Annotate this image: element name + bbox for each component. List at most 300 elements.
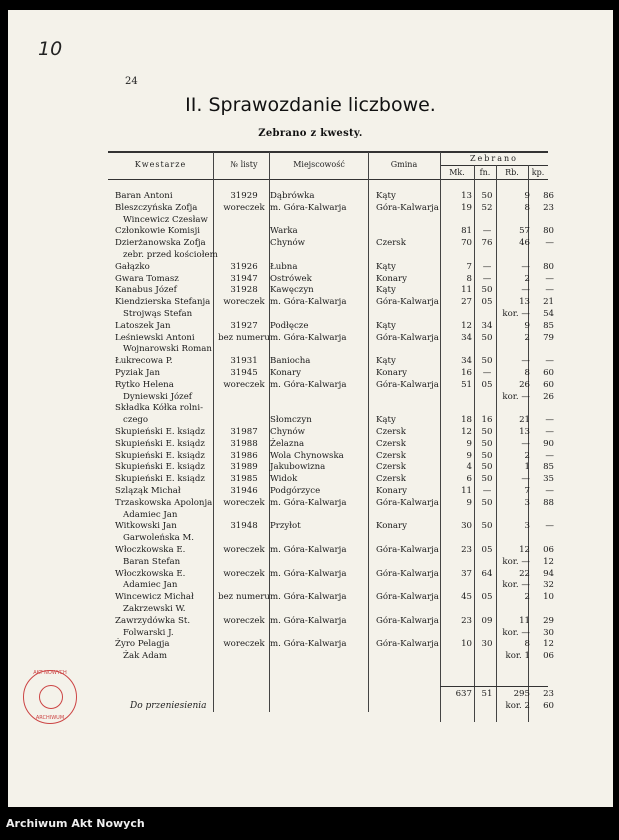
cell-kp: 94 [543,568,554,579]
cell-nr-listy: 31989 [230,462,258,473]
cell-rb: 7 [524,486,530,496]
cell-fn: — [482,261,492,272]
cell-miejscowosc: Chynów [270,427,306,437]
cell-nr-listy: 31987 [230,427,258,437]
table-row [8,368,613,379]
table-row [8,344,613,355]
section-subtitle: Zebrano z kwesty. [258,128,363,139]
cell-kwestarz: Wincewicz Czesław [123,214,208,225]
cell-kp: — [545,273,554,284]
cell-fn: 05 [481,545,493,555]
cell-kp: 10 [543,592,554,603]
cell-rb: 8 [524,202,530,213]
cell-kp: 60 [543,379,554,390]
cell-kwestarz: Żak Adam [123,651,168,662]
table-row [8,262,613,273]
cell-fn: 50 [481,427,493,437]
cell-rb: kor. — [502,580,530,591]
cell-rb: 57 [519,226,530,237]
stamp-emblem [39,685,63,709]
cell-gmina: Góra-Kalwarja [376,297,439,308]
cell-kp: — [545,450,554,461]
cell-fn: 50 [481,356,493,367]
cell-nr-listy: 31985 [230,474,258,485]
cell-fn: — [482,368,492,378]
cell-kp: — [545,521,554,532]
cell-fn: 05 [481,297,493,308]
cell-rb: 13 [519,297,530,308]
table-row [8,639,613,650]
cell-mk: 12 [461,320,472,331]
cell-fn: 50 [481,521,493,532]
cell-kwestarz: Szląząk Michał [115,486,181,496]
cell-kwestarz: Witkowski Jan [115,521,177,532]
cell-fn: 34 [481,320,493,331]
cell-rb: 2 [524,592,530,603]
cell-gmina: Góra-Kalwarja [376,545,439,555]
cell-kwestarz: czego [123,415,149,426]
cell-fn: 05 [481,592,493,603]
cell-gmina: Czersk [376,427,406,437]
cell-kwestarz: Gwara Tomasz [115,273,179,284]
cell-gmina: Konary [376,521,407,532]
table-row [8,215,613,226]
cell-kwestarz: Kiendzierska Stefanja [115,297,211,308]
cell-mk: 10 [461,639,472,650]
cell-mk: 81 [461,226,472,237]
cell-gmina: Góra-Kalwarja [376,568,439,579]
table-row [8,451,613,462]
cell-kp: 80 [543,261,554,272]
header-zebrano: Zebrano [470,154,518,163]
cell-nr-listy: woreczek [223,615,265,626]
cell-kwestarz: Wojnarowski Roman [123,344,212,355]
cell-miejscowosc: Kawęczyn [270,285,314,296]
cell-kwestarz: Dyniewski Józef [123,391,192,402]
cell-kwestarz: Skupieński E. ksiądz [115,427,205,437]
cell-mk: 7 [466,261,472,272]
cell-kp: — [545,238,554,249]
cell-rb: 2 [524,450,530,461]
cell-kwestarz: Skupieński E. ksiądz [115,462,205,473]
cell-gmina: Kąty [376,356,396,367]
cell-kwestarz: Włoczkowska E. [115,545,186,555]
cell-gmina: Góra-Kalwarja [376,202,439,213]
cell-nr-listy: 31945 [230,368,258,378]
cell-kp: 90 [543,438,554,449]
cell-kwestarz: Pyziak Jan [115,368,161,378]
cell-kwestarz: Włoczkowska E. [115,568,186,579]
cell-rb: 1 [524,462,530,473]
cell-kwestarz: Wincewicz Michał [115,592,194,603]
cell-fn: 50 [481,438,493,449]
cell-gmina: Góra-Kalwarja [376,592,439,603]
cell-kp: 29 [543,615,554,626]
header-gmina: Gmina [390,160,418,169]
table-row [8,439,613,450]
cell-mk: 6 [466,474,472,485]
cell-kwestarz: Bleszczyńska Zofja [115,202,198,213]
cell-rb: — [521,261,530,272]
table-row [8,333,613,344]
table-row [8,580,613,591]
table-header-rule [108,179,548,180]
cell-rb: 3 [524,521,530,532]
totals-kor-row [8,701,613,712]
cell-nr-listy: woreczek [223,639,265,650]
table-row [8,226,613,237]
cell-miejscowosc: m. Góra-Kalwarja [270,615,347,626]
table-row [8,250,613,261]
cell-mk: 9 [466,438,472,449]
cell-fn: 30 [481,639,493,650]
header-nr-listy: № listy [230,160,258,169]
total-fn: 51 [481,689,493,699]
cell-rb: 2 [524,332,530,343]
cell-kwestarz: Członkowie Komisji [115,226,200,237]
cell-nr-listy: 31986 [230,450,258,461]
cell-fn: 52 [481,202,493,213]
cell-kwestarz: Zakrzewski W. [123,604,186,614]
cell-mk: 23 [461,615,472,626]
cell-nr-listy: 31931 [230,356,258,367]
cell-mk: 51 [461,379,472,390]
cell-kp: — [545,285,554,296]
cell-nr-listy: 31926 [230,261,258,272]
table-row [8,380,613,391]
cell-mk: 34 [461,332,472,343]
cell-kp: 30 [543,627,554,638]
cell-rb: 3 [524,497,530,508]
cell-gmina: Kąty [376,415,396,426]
table-row [8,592,613,603]
cell-fn: 50 [481,497,493,508]
header-kp: kp. [531,168,545,177]
table-top-rule [108,151,548,153]
cell-kwestarz: Rytko Helena [115,379,174,390]
cell-rb: 9 [524,191,530,201]
cell-gmina: Konary [376,368,407,378]
cell-kwestarz: Składka Kółka rolni- [115,403,203,414]
cell-rb: kor. — [502,627,530,638]
cell-kwestarz: Dzierżanowska Zofja [115,238,206,249]
cell-miejscowosc: Podgórzyce [270,486,321,496]
cell-miejscowosc: m. Góra-Kalwarja [270,379,347,390]
total-kor-kp: 60 [543,701,554,711]
cell-mk: 9 [466,497,472,508]
table-row [8,628,613,639]
document-page [8,10,613,807]
cell-kwestarz: Skupieński E. ksiądz [115,450,205,461]
cell-mk: 4 [466,462,472,473]
cell-kp: 79 [543,332,554,343]
cell-rb: — [521,285,530,296]
table-row [8,403,613,414]
table-row [8,545,613,556]
cell-kwestarz: Żyro Pelagja [115,639,170,650]
table-row [8,651,613,662]
carry-forward-label: Do przeniesienia [130,701,207,711]
page-number: 24 [125,76,138,87]
cell-kwestarz: Trzaskowska Apolonja [115,497,213,508]
cell-gmina: Góra-Kalwarja [376,379,439,390]
cell-kwestarz: Zawrzydówka St. [115,615,191,626]
cell-kp: 12 [543,556,554,567]
cell-mk: 13 [461,191,472,201]
cell-kp: 60 [543,368,554,378]
table-row [8,510,613,521]
table-row [8,521,613,532]
cell-kp: 35 [543,474,554,485]
totals-rule [440,686,548,687]
cell-fn: 50 [481,474,493,485]
cell-nr-listy: bez numeru [218,592,270,603]
table-row [8,203,613,214]
cell-kwestarz: Baran Antoni [115,191,173,201]
total-kp: 23 [543,689,554,699]
cell-nr-listy: woreczek [223,497,265,508]
table-row [8,533,613,544]
page-title: II. Sprawozdanie liczbowe. [185,94,436,116]
cell-miejscowosc: Słomczyn [270,415,312,426]
cell-fn: 50 [481,285,493,296]
total-kor-rb: kor. 2 [505,701,530,711]
cell-gmina: Kąty [376,261,396,272]
total-mk: 637 [455,689,472,699]
cell-rb: 11 [519,615,530,626]
cell-mk: 12 [461,427,472,437]
cell-fn: 50 [481,462,493,473]
cell-kwestarz: Skupieński E. ksiądz [115,438,205,449]
cell-gmina: Kąty [376,191,396,201]
cell-miejscowosc: m. Góra-Kalwarja [270,497,347,508]
cell-gmina: Czersk [376,438,406,449]
cell-mk: 19 [461,202,472,213]
cell-miejscowosc: Widok [270,474,298,485]
cell-fn: 50 [481,332,493,343]
cell-kwestarz: Kanabus Józef [115,285,177,296]
cell-mk: 11 [461,285,472,296]
cell-kp: 21 [543,297,554,308]
cell-miejscowosc: Jakubowizna [270,462,326,473]
cell-rb: kor. — [502,391,530,402]
table-row [8,392,613,403]
cell-fn: 50 [481,191,493,201]
cell-mk: 18 [461,415,472,426]
cell-gmina: Czersk [376,450,406,461]
header-fn: fn. [479,168,491,177]
cell-miejscowosc: m. Góra-Kalwarja [270,568,347,579]
cell-nr-listy: 31948 [230,521,258,532]
table-row [8,498,613,509]
cell-rb: 26 [519,379,530,390]
cell-rb: 22 [519,568,530,579]
cell-nr-listy: woreczek [223,297,265,308]
table-row [8,356,613,367]
cell-miejscowosc: m. Góra-Kalwarja [270,332,347,343]
cell-kp: 86 [543,191,554,201]
cell-rb: — [521,356,530,367]
cell-rb: 46 [519,238,530,249]
cell-miejscowosc: m. Góra-Kalwarja [270,639,347,650]
cell-rb: 21 [519,415,530,426]
cell-kwestarz: Łukrecowa P. [115,356,173,367]
table-row [8,191,613,202]
cell-nr-listy: woreczek [223,379,265,390]
cell-gmina: Czersk [376,474,406,485]
totals-row [8,689,613,700]
cell-gmina: Kąty [376,285,396,296]
cell-kp: — [545,427,554,437]
table-row [8,462,613,473]
cell-mk: 8 [466,273,472,284]
cell-nr-listy: 31947 [230,273,258,284]
table-row [8,309,613,320]
cell-kp: 23 [543,202,554,213]
margin-note: 10 [38,38,63,60]
cell-fn: 76 [481,238,493,249]
table-row [8,238,613,249]
cell-rb: 13 [519,427,530,437]
cell-gmina: Kąty [376,320,396,331]
cell-mk: 45 [461,592,472,603]
table-row [8,616,613,627]
cell-nr-listy: woreczek [223,202,265,213]
cell-kp: 06 [543,545,554,555]
cell-fn: 09 [481,615,493,626]
cell-nr-listy: 31929 [230,191,258,201]
cell-kwestarz: Adamiec Jan [123,580,178,591]
cell-nr-listy: 31928 [230,285,258,296]
cell-mk: 11 [461,486,472,496]
table-row [8,486,613,497]
cell-kp: — [545,356,554,367]
cell-nr-listy: 31927 [230,320,258,331]
zebrano-subrule [440,165,548,166]
table-row [8,274,613,285]
cell-kwestarz: Garwoleńska M. [123,533,194,544]
cell-kwestarz: Baran Stefan [123,556,181,567]
table-row [8,321,613,332]
cell-miejscowosc: Dąbrówka [270,191,315,201]
cell-kwestarz: Gałązko [115,261,150,272]
cell-kwestarz: Latoszek Jan [115,320,171,331]
cell-mk: 37 [461,568,472,579]
table-row [8,415,613,426]
cell-gmina: Góra-Kalwarja [376,497,439,508]
cell-mk: 16 [461,368,472,378]
header-mk: Mk. [449,168,465,177]
cell-nr-listy: woreczek [223,568,265,579]
table-row [8,427,613,438]
stamp-top-text: AKT NOWYCH [33,670,67,676]
cell-kp: 85 [543,320,554,331]
cell-kwestarz: Skupieński E. ksiądz [115,474,205,485]
cell-fn: — [482,486,492,496]
stamp-bottom-text: ARCHIWUM [35,715,65,721]
table-row [8,297,613,308]
archive-footer: Archiwum Akt Nowych [6,817,145,830]
total-rb: 295 [513,689,530,699]
cell-miejscowosc: Baniocha [270,356,311,367]
cell-fn: 16 [481,415,493,426]
cell-nr-listy: bez numeru [218,332,270,343]
cell-rb: — [521,438,530,449]
cell-kp: 32 [543,580,554,591]
cell-gmina: Góra-Kalwarja [376,332,439,343]
table-row [8,474,613,485]
header-rb: Rb. [505,168,519,177]
cell-nr-listy: woreczek [223,545,265,555]
cell-kwestarz: zebr. przed kościołem [123,250,218,260]
cell-miejscowosc: m. Góra-Kalwarja [270,202,347,213]
cell-fn: 05 [481,379,493,390]
cell-mk: 34 [461,356,472,367]
header-miejscowosc: Miejscowość [293,160,345,169]
cell-kp: 54 [543,309,554,319]
cell-miejscowosc: m. Góra-Kalwarja [270,297,347,308]
cell-miejscowosc: Ostrówek [270,273,312,284]
cell-kp: — [545,486,554,496]
table-row [8,285,613,296]
cell-miejscowosc: Podłęcze [270,320,309,331]
cell-mk: 30 [461,521,472,532]
cell-miejscowosc: Żelazna [270,438,305,449]
table-row [8,569,613,580]
cell-miejscowosc: Chynów [270,238,306,249]
cell-kp: 26 [543,391,554,402]
cell-gmina: Czersk [376,238,406,249]
cell-kwestarz: Strojwąs Stefan [123,309,193,319]
cell-kp: — [545,415,554,426]
cell-rb: 8 [524,639,530,650]
cell-gmina: Góra-Kalwarja [376,639,439,650]
cell-fn: 50 [481,450,493,461]
cell-miejscowosc: Wola Chynowska [270,450,344,461]
cell-kwestarz: Adamiec Jan [123,509,178,520]
cell-rb: kor. 1 [505,651,530,662]
cell-miejscowosc: Warka [270,226,298,237]
cell-mk: 9 [466,450,472,461]
cell-kwestarz: Folwarski J. [123,627,174,638]
archive-stamp [23,670,77,724]
cell-gmina: Konary [376,273,407,284]
cell-gmina: Góra-Kalwarja [376,615,439,626]
cell-rb: — [521,474,530,485]
table-row [8,557,613,568]
cell-miejscowosc: m. Góra-Kalwarja [270,592,347,603]
cell-rb: 2 [524,273,530,284]
cell-rb: 9 [524,320,530,331]
cell-fn: — [482,273,492,284]
header-kwestarze: Kwestarze [134,160,187,169]
cell-rb: 12 [519,545,530,555]
cell-fn: — [482,226,492,237]
cell-miejscowosc: Konary [270,368,301,378]
cell-mk: 23 [461,545,472,555]
cell-miejscowosc: Łubna [270,261,298,272]
cell-fn: 64 [481,568,493,579]
cell-kwestarz: Leśniewski Antoni [115,332,195,343]
cell-nr-listy: 31946 [230,486,258,496]
cell-rb: kor. — [502,309,530,319]
cell-kp: 88 [543,497,554,508]
cell-miejscowosc: m. Góra-Kalwarja [270,545,347,555]
table-row [8,604,613,615]
cell-mk: 70 [461,238,472,249]
cell-kp: 06 [543,651,554,662]
cell-miejscowosc: Przyłot [270,521,301,532]
